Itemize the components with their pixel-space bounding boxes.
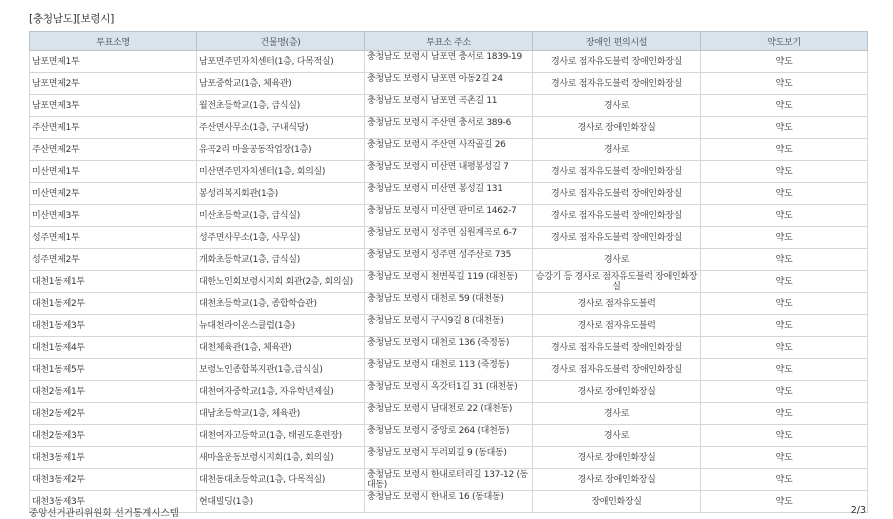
- cell-station-name: 대천1동제2투: [30, 293, 197, 315]
- cell-facility: 경사로: [533, 249, 701, 271]
- cell-building: 미산면주민자치센터(1층, 회의실): [197, 161, 365, 183]
- cell-facility: 경사로 점자유도블럭 장애인화장실: [533, 227, 701, 249]
- cell-address: 충청남도 보령시 성주면 심원계곡로 6-7: [365, 227, 533, 249]
- table-row: [30, 359, 868, 381]
- cell-facility: 경사로: [533, 95, 701, 117]
- table-row: [30, 227, 868, 249]
- map-link[interactable]: 약도: [701, 249, 868, 271]
- cell-address: 충청남도 보령시 주산면 사작골길 26: [365, 139, 533, 161]
- cell-facility: 승강기 등 경사로 점자유도블럭 장애인화장실: [533, 271, 701, 293]
- cell-address: 충청남도 보령시 주산면 충서로 389-6: [365, 117, 533, 139]
- map-link[interactable]: 약도: [701, 95, 868, 117]
- table-row: [30, 73, 868, 95]
- column-header-facility: 장애인 편의시설: [533, 32, 701, 51]
- cell-building: 미산초등학교(1층, 급식실): [197, 205, 365, 227]
- cell-address: 충청남도 보령시 남포면 충서로 1839-19: [365, 51, 533, 73]
- cell-facility: 경사로 점자유도블럭 장애인화장실: [533, 183, 701, 205]
- cell-building: 주산면사무소(1층, 구내식당): [197, 117, 365, 139]
- cell-building: 현대빌딩(1층): [197, 491, 365, 513]
- map-link[interactable]: 약도: [701, 73, 868, 95]
- map-link[interactable]: 약도: [701, 205, 868, 227]
- cell-building: 유곡2리 마을공동작업장(1층): [197, 139, 365, 161]
- cell-facility: 경사로 장애인화장실: [533, 469, 701, 491]
- cell-facility: 경사로 점자유도블럭 장애인화장실: [533, 205, 701, 227]
- cell-address: 충청남도 보령시 한내로 16 (동대동): [365, 491, 533, 513]
- table-row: [30, 183, 868, 205]
- table-row: [30, 469, 868, 491]
- cell-station-name: 대천1동제4투: [30, 337, 197, 359]
- table-row: [30, 381, 868, 403]
- cell-building: 개화초등학교(1층, 급식실): [197, 249, 365, 271]
- cell-building: 대천초등학교(1층, 종합학습관): [197, 293, 365, 315]
- cell-facility: 경사로: [533, 403, 701, 425]
- cell-station-name: 주산면제2투: [30, 139, 197, 161]
- map-link[interactable]: 약도: [701, 117, 868, 139]
- cell-station-name: 대천2동제1투: [30, 381, 197, 403]
- cell-building: 대천여자고등학교(1층, 태권도훈련장): [197, 425, 365, 447]
- map-link[interactable]: 약도: [701, 227, 868, 249]
- cell-facility: 경사로 점자유도블럭 장애인화장실: [533, 161, 701, 183]
- cell-address: 충청남도 보령시 남포면 곡촌길 11: [365, 95, 533, 117]
- cell-building: 대한노인회보령시지회 회관(2층, 회의실): [197, 271, 365, 293]
- cell-building: 남포면주민자치센터(1층, 다목적실): [197, 51, 365, 73]
- cell-station-name: 남포면제3투: [30, 95, 197, 117]
- column-header-name: 투표소명: [30, 32, 197, 51]
- table-row: [30, 425, 868, 447]
- cell-address: 충청남도 보령시 대천로 136 (죽정동): [365, 337, 533, 359]
- cell-station-name: 미산면제2투: [30, 183, 197, 205]
- cell-building: 대천동대초등학교(1층, 다목적실): [197, 469, 365, 491]
- table-row: [30, 139, 868, 161]
- cell-station-name: 대천2동제2투: [30, 403, 197, 425]
- map-link[interactable]: 약도: [701, 293, 868, 315]
- table-row: [30, 337, 868, 359]
- cell-address: 충청남도 보령시 대천로 113 (죽정동): [365, 359, 533, 381]
- cell-address: 충청남도 보령시 미산면 판미로 1462-7: [365, 205, 533, 227]
- cell-address: 충청남도 보령시 옥갓터1길 31 (대천동): [365, 381, 533, 403]
- cell-station-name: 대천2동제3투: [30, 425, 197, 447]
- map-link[interactable]: 약도: [701, 447, 868, 469]
- cell-station-name: 대천1동제1투: [30, 271, 197, 293]
- cell-building: 남포중학교(1층, 체육관): [197, 73, 365, 95]
- cell-station-name: 남포면제1투: [30, 51, 197, 73]
- cell-building: 새마을운동보령시지회(1층, 회의실): [197, 447, 365, 469]
- cell-building: 성주면사무소(1층, 사무실): [197, 227, 365, 249]
- cell-facility: 경사로: [533, 425, 701, 447]
- cell-address: 충청남도 보령시 성주면 성주산로 735: [365, 249, 533, 271]
- cell-building: 대남초등학교(1층, 체육관): [197, 403, 365, 425]
- map-link[interactable]: 약도: [701, 469, 868, 491]
- cell-address: 충청남도 보령시 중앙로 264 (대천동): [365, 425, 533, 447]
- table-row: [30, 95, 868, 117]
- table-row: [30, 403, 868, 425]
- cell-facility: 경사로 점자유도블럭: [533, 315, 701, 337]
- map-link[interactable]: 약도: [701, 315, 868, 337]
- table-row: [30, 447, 868, 469]
- footer-organization: 중앙선거관리위원회 선거통계시스템: [29, 508, 179, 519]
- column-header-map: 약도보기: [701, 32, 868, 51]
- cell-facility: 경사로 점자유도블럭 장애인화장실: [533, 73, 701, 95]
- cell-facility: 경사로 장애인화장실: [533, 447, 701, 469]
- cell-address: 충청남도 보령시 미산면 내평봉성길 7: [365, 161, 533, 183]
- cell-facility: 장애인화장실: [533, 491, 701, 513]
- cell-facility: 경사로 장애인화장실: [533, 117, 701, 139]
- cell-address: 충청남도 보령시 미산면 봉성길 131: [365, 183, 533, 205]
- table-row: [30, 205, 868, 227]
- cell-station-name: 성주면제1투: [30, 227, 197, 249]
- table-row: [30, 51, 868, 73]
- cell-address: 충청남도 보령시 천변북길 119 (대천동): [365, 271, 533, 293]
- map-link[interactable]: 약도: [701, 381, 868, 403]
- table-row: [30, 315, 868, 337]
- table-row: [30, 271, 868, 293]
- map-link[interactable]: 약도: [701, 183, 868, 205]
- cell-address: 충청남도 보령시 두러뫼길 9 (동대동): [365, 447, 533, 469]
- cell-facility: 경사로: [533, 139, 701, 161]
- cell-building: 대천체육관(1층, 체육관): [197, 337, 365, 359]
- cell-facility: 경사로 점자유도블럭 장애인화장실: [533, 51, 701, 73]
- table-row: [30, 249, 868, 271]
- cell-address: 충청남도 보령시 한내로터리길 137-12 (동대동): [365, 469, 533, 491]
- cell-station-name: 대천1동제5투: [30, 359, 197, 381]
- cell-station-name: 미산면제3투: [30, 205, 197, 227]
- table-body: [30, 51, 868, 513]
- map-link[interactable]: 약도: [701, 51, 868, 73]
- cell-building: 보령노인종합복지관(1층,급식실): [197, 359, 365, 381]
- cell-station-name: 대천3동제3투: [30, 491, 197, 513]
- cell-building: 뉴대천라이온스클럽(1층): [197, 315, 365, 337]
- map-link[interactable]: 약도: [701, 359, 868, 381]
- cell-station-name: 성주면제2투: [30, 249, 197, 271]
- cell-station-name: 대천3동제1투: [30, 447, 197, 469]
- cell-station-name: 대천1동제3투: [30, 315, 197, 337]
- table-header-row: [30, 32, 868, 51]
- map-link[interactable]: 약도: [701, 139, 868, 161]
- column-header-address: 투표소 주소: [365, 32, 533, 51]
- cell-facility: 경사로 장애인화장실: [533, 381, 701, 403]
- cell-address: 충청남도 보령시 남포면 아동2길 24: [365, 73, 533, 95]
- cell-building: 월전초등학교(1층, 급식실): [197, 95, 365, 117]
- page-title: [충청남도][보령시]: [29, 13, 115, 25]
- cell-facility: 경사로 점자유도블럭 장애인화장실: [533, 337, 701, 359]
- column-header-building: 건물명(층): [197, 32, 365, 51]
- cell-address: 충청남도 보령시 대천로 59 (대천동): [365, 293, 533, 315]
- map-link[interactable]: 약도: [701, 491, 868, 513]
- map-link[interactable]: 약도: [701, 161, 868, 183]
- table-row: [30, 161, 868, 183]
- cell-facility: 경사로 점자유도블럭: [533, 293, 701, 315]
- table-row: [30, 117, 868, 139]
- cell-building: 대천여자중학교(1층, 자유학년제실): [197, 381, 365, 403]
- cell-facility: 경사로 점자유도블럭 장애인화장실: [533, 359, 701, 381]
- cell-address: 충청남도 보령시 구시9길 8 (대천동): [365, 315, 533, 337]
- cell-building: 봉성리복지회관(1층): [197, 183, 365, 205]
- page-number: 2/3: [850, 505, 866, 516]
- cell-station-name: 남포면제2투: [30, 73, 197, 95]
- cell-station-name: 미산면제1투: [30, 161, 197, 183]
- cell-address: 충청남도 보령시 남대천로 22 (대천동): [365, 403, 533, 425]
- map-link[interactable]: 약도: [701, 403, 868, 425]
- table-row: [30, 293, 868, 315]
- map-link[interactable]: 약도: [701, 425, 868, 447]
- map-link[interactable]: 약도: [701, 337, 868, 359]
- cell-station-name: 주산면제1투: [30, 117, 197, 139]
- polling-station-table: [29, 31, 868, 513]
- cell-station-name: 대천3동제2투: [30, 469, 197, 491]
- map-link[interactable]: 약도: [701, 271, 868, 293]
